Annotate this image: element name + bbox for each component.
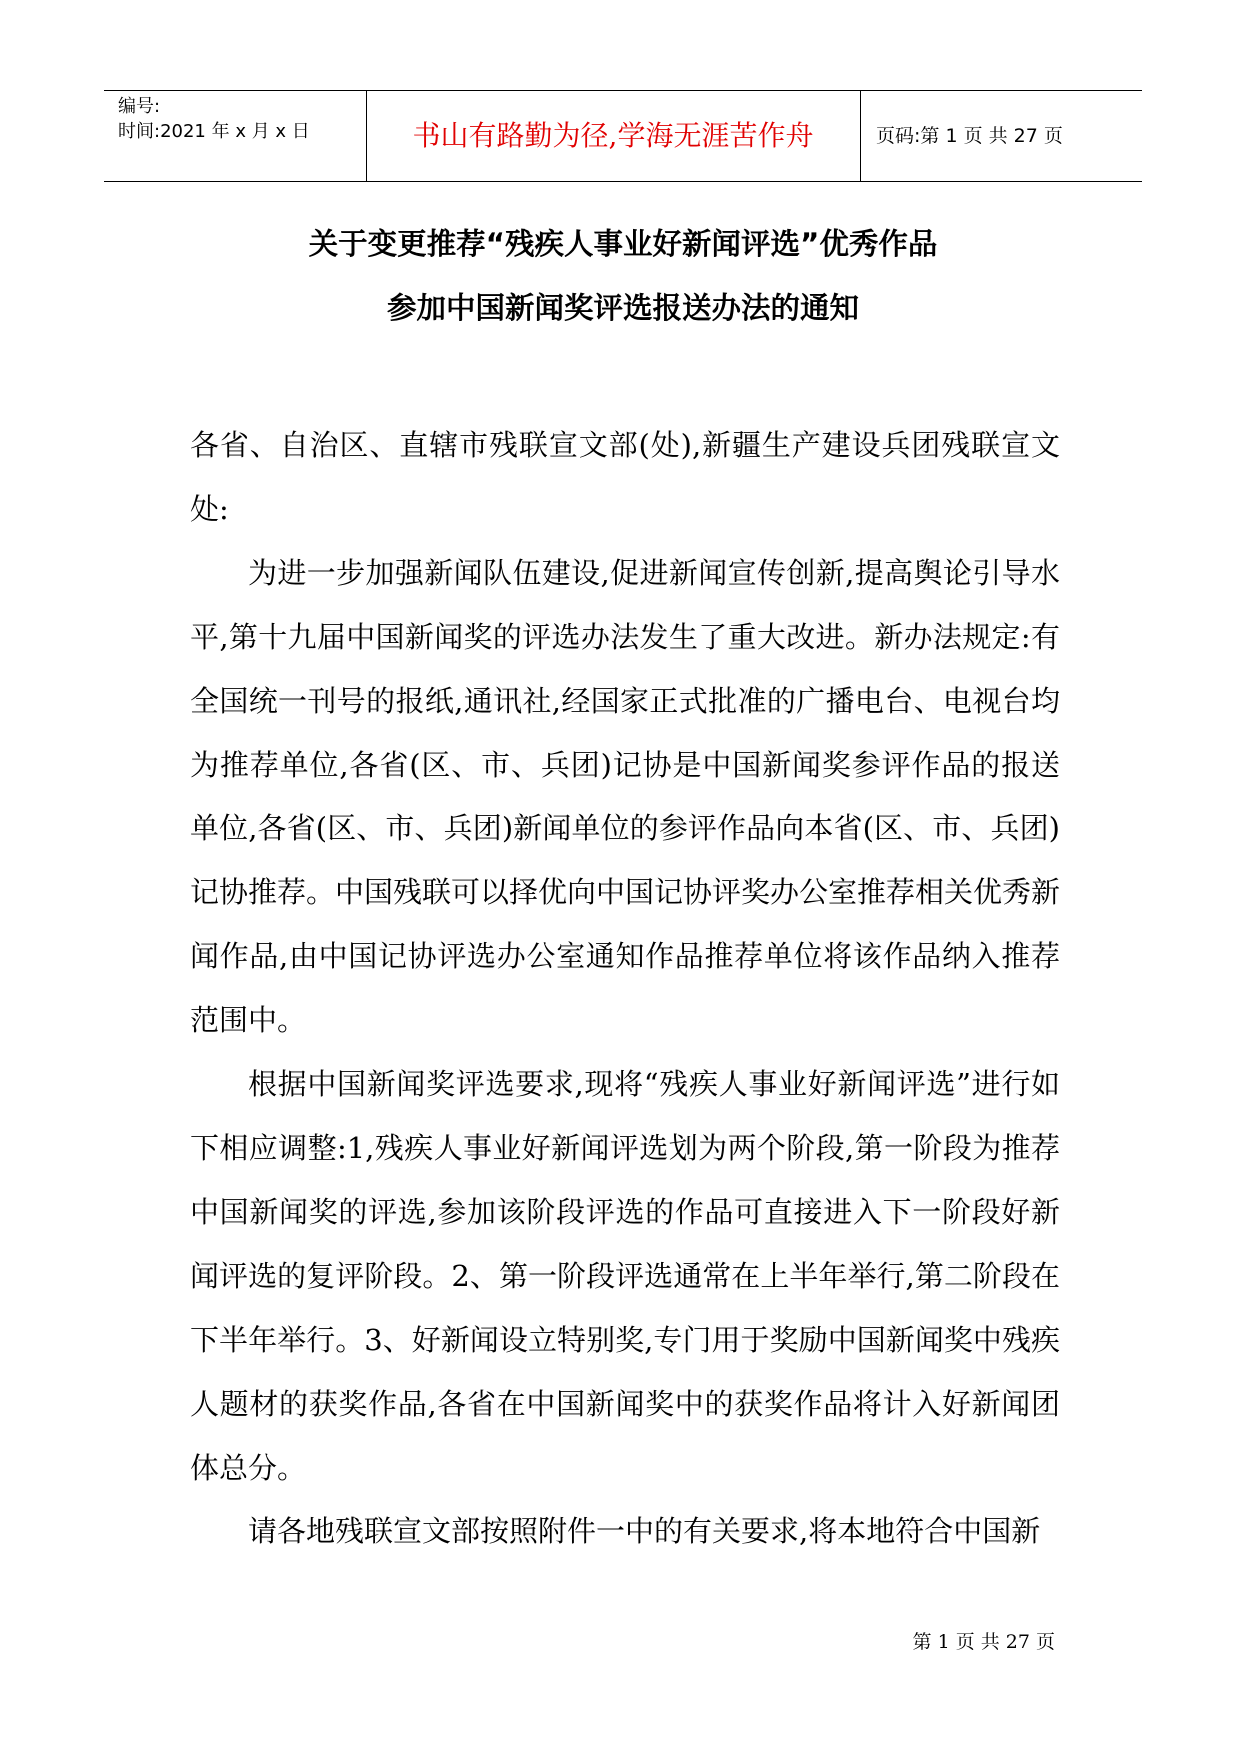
document-title-line-1: 关于变更推荐“残疾人事业好新闻评选”优秀作品: [308, 227, 938, 261]
document-title-line-2: 参加中国新闻奖评选报送办法的通知: [386, 291, 859, 325]
document-body: [190, 414, 1060, 1564]
header-bottom-rule: [104, 181, 1142, 182]
page-footer: 第 1 页 共 27 页: [912, 1631, 1055, 1653]
body-paragraph: 请各地残联宣文部按照附件一中的有关要求,将本地符合中国新: [248, 1514, 1041, 1549]
salutation: 各省、自治区、直辖市残联宣文部(处),新疆生产建设兵团残联宣文处:: [190, 428, 1060, 526]
header-divider-right: [860, 90, 861, 182]
header-motto: 书山有路勤为径,学海无涯苦作舟: [412, 119, 814, 152]
body-paragraph: 根据中国新闻奖评选要求,现将“残疾人事业好新闻评选”进行如下相应调整:1,残疾人事业好新闻评选划为两个阶段,第一阶段为推荐中国新闻奖的评选,参加该阶段评选的作品可直接进入下一阶段好新闻评选的复评阶段。2、第一阶段评选通常在上半年举行,第二阶段在下半年举行。3、好新闻设立特别奖,专门用于奖励中国新闻奖中残疾人题材的获奖作品,各省在中国新闻奖中的获奖作品将计入好新闻团体总分。: [190, 1067, 1060, 1485]
document-number-label: 编号:: [118, 96, 161, 117]
header-page-info: 页码:第 1 页 共 27 页: [876, 125, 1063, 147]
document-time-label: 时间:2021 年 x 月 x 日: [118, 121, 310, 142]
page-header: [104, 90, 1142, 182]
body-paragraph: 为进一步加强新闻队伍建设,促进新闻宣传创新,提高舆论引导水平,第十九届中国新闻奖的评选办法发生了重大改进。新办法规定:有全国统一刊号的报纸,通讯社,经国家正式批准的广播电台、电视台均为推荐单位,各省(区、市、兵团)记协是中国新闻奖参评作品的报送单位,各省(区、市、兵团)新闻单位的参评作品向本省(区、市、兵团)记协推荐。中国残联可以择优向中国记协评奖办公室推荐相关优秀新闻作品,由中国记协评选办公室通知作品推荐单位将该作品纳入推荐范围中。: [190, 555, 1061, 1038]
header-top-rule: [104, 90, 1142, 91]
